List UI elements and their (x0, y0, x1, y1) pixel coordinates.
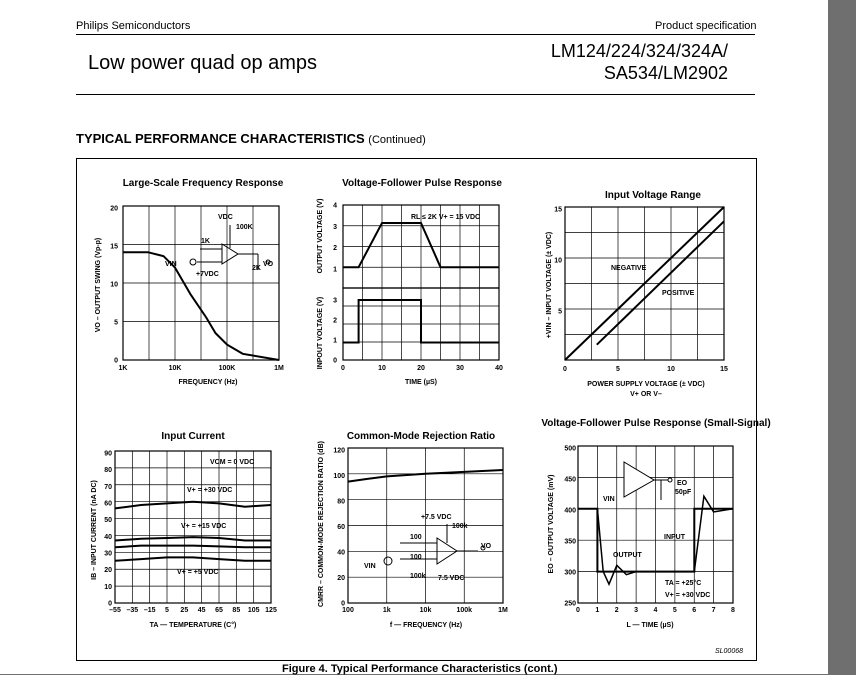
company-name: Philips Semiconductors (76, 20, 191, 32)
chart5-ann-100k-bottom: 100k (410, 573, 426, 580)
chart3-xlabel: POWER SUPPLY VOLTAGE (± VDC) (587, 381, 705, 388)
chart4-curve (115, 546, 271, 548)
part-line-1: LM124/224/324/324A/ (550, 41, 728, 61)
chart5-circuit (384, 524, 485, 565)
chart5-ytick: 0 (341, 600, 345, 608)
chart1-xtick: 1M (274, 365, 284, 372)
chart2-top-ytick: 4 (333, 202, 337, 210)
chart2-title: Voltage-Follower Pulse Response (342, 178, 502, 189)
chart4-xtick: –55 (109, 607, 121, 614)
chart1-ann-7vdc: +7VDC (196, 271, 219, 278)
chart4-ytick: 50 (104, 517, 112, 525)
viewer-scrollbar[interactable] (828, 0, 856, 674)
chart5-xtick: 1k (382, 607, 391, 614)
chart1-ann-1k: 1K (201, 238, 210, 245)
chart4-ytick: 90 (104, 450, 112, 458)
chart2-xtick: 10 (378, 365, 386, 372)
chart4-label-vcm: VCM = 0 VDC (210, 459, 255, 466)
chart6-label-output: OUTPUT (613, 552, 642, 559)
chart6-ytick: 300 (564, 569, 576, 577)
chart5-ann-75v: +7.5 VDC (421, 514, 452, 521)
chart5-ann-100-b: 100 (410, 554, 422, 561)
page-title: Low power quad op amps (88, 52, 318, 74)
chart5-ytick: 60 (337, 524, 345, 531)
chart3-title: Input Voltage Range (605, 190, 701, 201)
chart4-xtick: 45 (197, 607, 206, 614)
chart5-ann-vin: VIN (364, 563, 376, 570)
chart6-label-vin: VIN (603, 496, 615, 503)
chart1-ann-2k: 2K (252, 265, 261, 272)
chart2-ylabel-bottom: INPOUT VOLTAGE (V) (317, 296, 324, 370)
chart5-ytick: 40 (337, 549, 345, 557)
chart4-ytick: 70 (104, 483, 112, 491)
chart1-xtick: 1K (118, 365, 128, 372)
chart5-ytick: 20 (337, 575, 345, 582)
chart-frequency-response (95, 178, 284, 386)
chart4-curve (115, 557, 271, 560)
chart5-xtick: 10k (419, 607, 432, 614)
chart4-xtick: –35 (126, 607, 139, 614)
chart4-ylabel: IB – INPUT CURRENT (nA DC) (91, 480, 98, 580)
chart4-ytick: 60 (104, 500, 112, 508)
chart1-circuit (190, 225, 270, 270)
chart6-xtick: 1 (595, 607, 600, 614)
chart6-ytick: 450 (564, 476, 576, 484)
chart4-ytick: 10 (104, 583, 112, 591)
chart4-title: Input Current (161, 431, 225, 442)
chart3-label-negative: NEGATIVE (611, 265, 647, 272)
chart1-ann-vo: VO (263, 261, 274, 268)
chart2-top-ytick: 1 (333, 266, 337, 274)
chart5-ann-neg75v: 7.5 VDC (438, 575, 465, 582)
chart6-ytick: 500 (564, 445, 576, 453)
chart3-xtick: 15 (720, 366, 728, 373)
chart6-ylabel: EO – OUTPUT VOLTAGE (mV) (548, 474, 555, 574)
chart1-ann-100k: 100K (236, 224, 253, 231)
chart2-top-ytick: 2 (333, 245, 337, 253)
chart-input-voltage-range (546, 190, 728, 398)
chart3-xtick: 10 (667, 366, 675, 373)
chart2-xtick: 0 (341, 365, 345, 372)
chart2-input-curve (343, 300, 499, 343)
chart4-xtick: –15 (143, 607, 156, 614)
chart2-xtick: 20 (417, 365, 425, 372)
chart5-ylabel: CMRR – COMMON-MODE REJECTION RATIO (dB) (318, 441, 325, 607)
chart2-bottom-ytick: 3 (333, 297, 337, 305)
chart3-xtick: 0 (563, 366, 567, 373)
chart3-xlabel2: V+ OR V– (630, 391, 662, 398)
chart3-ytick: 10 (554, 257, 562, 265)
chart6-xtick: 7 (711, 607, 716, 614)
chart4-xtick: 5 (165, 607, 169, 614)
chart4-ytick: 30 (104, 550, 112, 558)
chart1-ytick: 10 (110, 281, 118, 289)
chart2-ylabel-top: OUTPUT VOLTAGE (V) (317, 198, 324, 274)
chart6-xtick: 8 (731, 607, 735, 614)
chart6-ytick: 400 (564, 507, 576, 515)
chart4-label-5v: V+ = +5 VDC (177, 569, 219, 576)
chart3-ylabel: +VIN – INPUT VOLTAGE (± VDC) (546, 231, 553, 339)
chart5-ytick: 100 (333, 473, 345, 480)
chart4-xtick: 105 (247, 607, 260, 614)
chart3-xtick: 5 (616, 366, 620, 373)
chart6-label-eo: EO (677, 480, 688, 487)
chart1-xlabel: FREQUENCY (Hz) (178, 379, 238, 386)
chart4-ytick: 80 (104, 467, 112, 475)
chart5-xtick: 1M (498, 607, 508, 614)
chart2-bottom-ytick: 2 (333, 317, 337, 325)
chart4-ytick: 20 (104, 567, 112, 575)
chart1-ylabel: VO – OUTPUT SWING (Vp-p) (95, 237, 102, 333)
section-title: TYPICAL PERFORMANCE CHARACTERISTICS (76, 131, 365, 146)
chart4-label-15v: V+ = +15 VDC (181, 523, 227, 530)
chart1-ytick: 5 (114, 319, 118, 327)
chart6-xtick: 6 (692, 607, 697, 614)
chart6-label-temp: TA = +25°C (665, 580, 702, 587)
chart1-ytick: 15 (110, 243, 118, 251)
chart2-xlabel: TIME (µS) (404, 379, 438, 386)
chart3-label-positive: POSITIVE (662, 290, 695, 297)
chart4-xtick: 125 (265, 607, 277, 614)
chart6-label-cap: 50pF (675, 489, 692, 496)
chart-input-current (91, 431, 277, 629)
chart6-xlabel: L — TIME (µS) (626, 622, 674, 629)
chart5-xlabel: f — FREQUENCY (Hz) (389, 622, 463, 629)
chart2-bottom-ytick: 1 (333, 337, 337, 345)
chart-small-signal (541, 418, 770, 629)
chart6-xtick: 5 (672, 607, 677, 614)
chart3-positive-line (597, 221, 724, 344)
chart5-ytick: 120 (333, 447, 345, 455)
chart1-title-line1: Large-Scale Frequency Response (122, 178, 284, 189)
chart4-label-30v: V+ = +30 VDC (187, 487, 233, 494)
chart4-curve (115, 537, 271, 540)
document-type: Product specification (655, 20, 757, 32)
chart5-xtick: 100k (456, 607, 473, 614)
chart6-xtick: 0 (576, 607, 580, 614)
chart6-title: Voltage-Follower Pulse Response (Small-Signal) (541, 418, 771, 429)
chart1-ann-vin: VIN (165, 261, 177, 268)
chart6-xtick: 3 (634, 607, 639, 614)
chart2-xtick: 30 (456, 365, 464, 372)
chart5-ytick: 80 (337, 498, 345, 506)
chart5-ann-vo: VO (481, 543, 492, 550)
chart3-ytick: 15 (554, 206, 562, 214)
chart1-xtick: 100K (218, 365, 236, 372)
chart3-ytick: 5 (558, 308, 562, 316)
part-line-2: SA534/LM2902 (603, 63, 728, 83)
chart2-xtick: 40 (495, 365, 503, 372)
chart4-xtick: 85 (232, 607, 241, 614)
chart4-xtick: 25 (180, 607, 189, 614)
chart6-circuit (624, 462, 672, 500)
chart4-ytick: 40 (104, 533, 112, 541)
chart5-ann-100k-top: 100k (452, 523, 468, 530)
chart1-ann-vdc: VDC (218, 214, 233, 221)
chart1-xtick: 10K (168, 365, 182, 372)
chart1-ytick: 0 (114, 357, 118, 365)
chart6-ytick: 350 (564, 538, 576, 546)
chart5-xtick: 100 (342, 607, 354, 614)
chart2-annotation: RL ≤ 2K V+ = 15 VDC (411, 214, 481, 221)
chart5-title: Common-Mode Rejection Ratio (346, 431, 496, 442)
figure-caption: Figure 4. Typical Performance Characteristics (cont.) (282, 663, 558, 675)
chart6-label-vplus: V+ = +30 VDC (665, 592, 711, 599)
chart2-top-ytick: 3 (333, 223, 337, 231)
chart6-xtick: 2 (614, 607, 619, 614)
chart6-xtick: 4 (653, 607, 658, 614)
chart6-label-input: INPUT (664, 534, 685, 541)
chart4-ytick: 0 (108, 600, 112, 608)
section-continued: (Continued) (368, 134, 426, 146)
chart6-ytick: 250 (564, 600, 576, 608)
chart4-xlabel: TA — TEMPERATURE (C°) (149, 622, 237, 629)
figure-code: SL00068 (714, 648, 743, 655)
chart1-ytick: 20 (110, 205, 118, 213)
chart-cmrr (318, 431, 508, 629)
chart4-curve (115, 502, 271, 509)
chart5-ann-100-a: 100 (410, 534, 422, 541)
chart2-bottom-ytick: 0 (333, 357, 337, 365)
chart4-xtick: 65 (215, 607, 223, 614)
chart-pulse-response (317, 178, 503, 386)
